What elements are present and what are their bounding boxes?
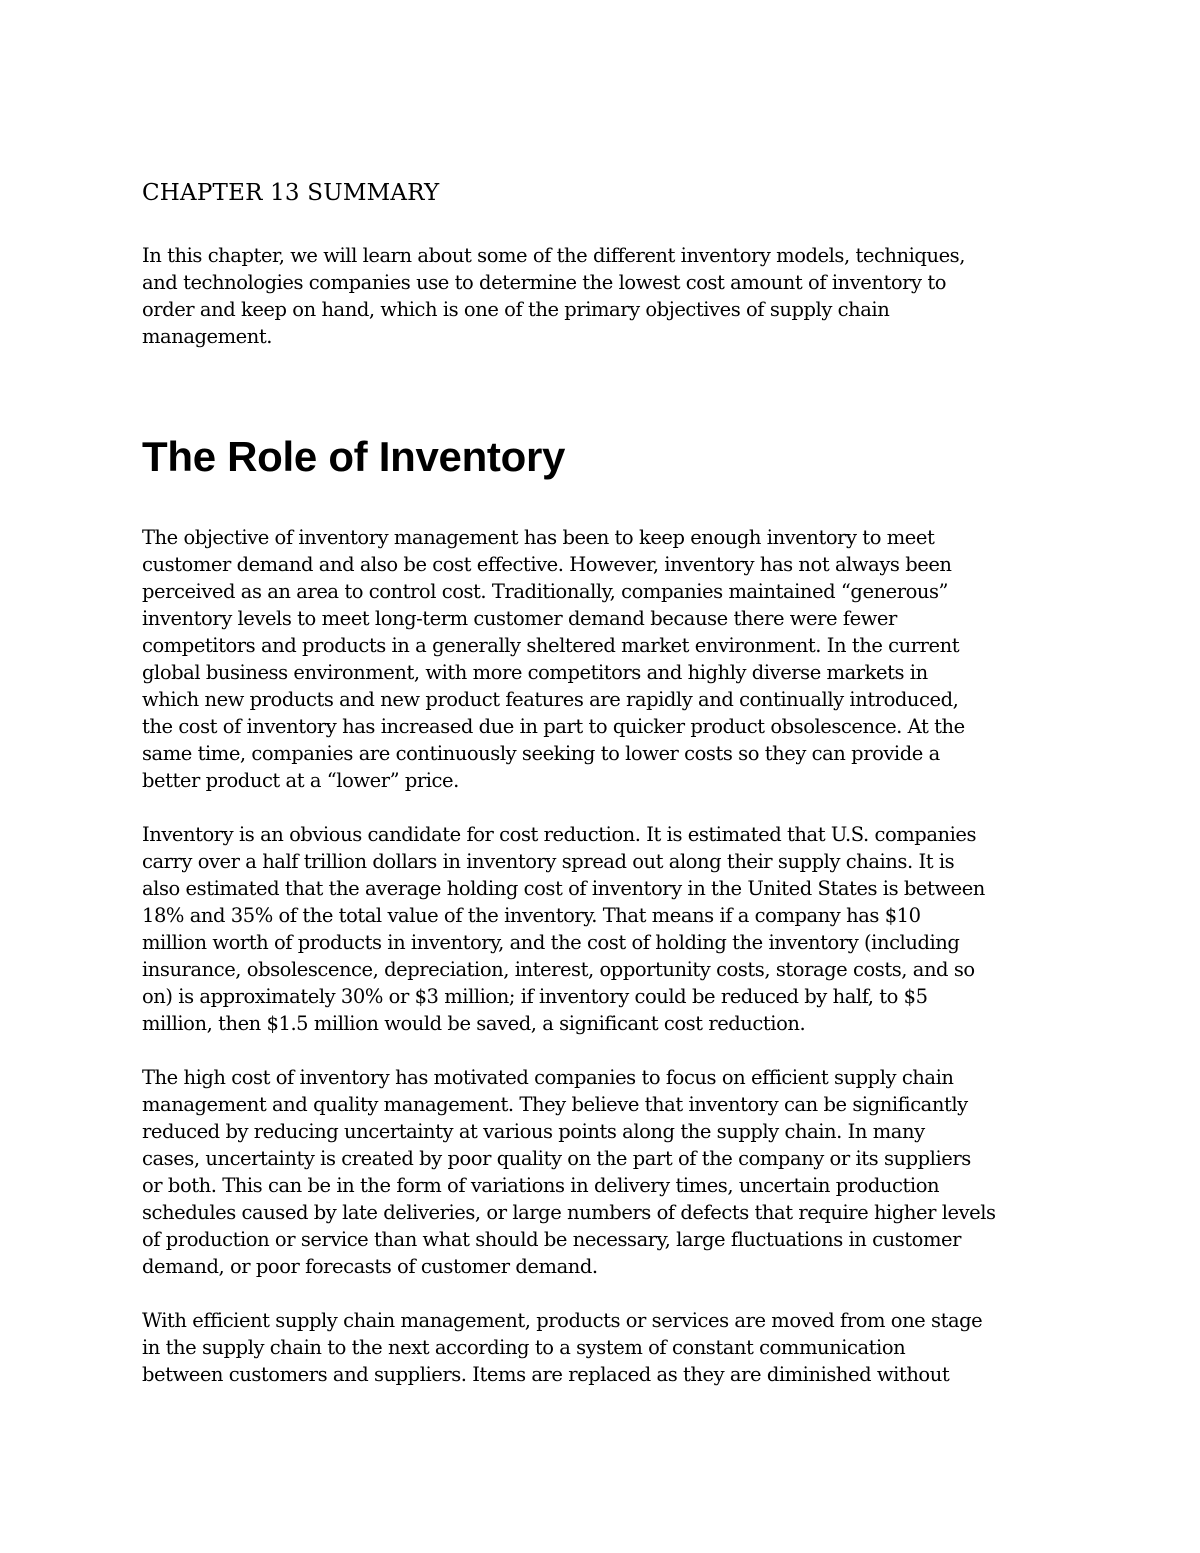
paragraph-line: million worth of products in inventory, and the cost of holding the inventory (including: [142, 931, 960, 954]
intro-line: In this chapter, we will learn about some of the different inventory models, techniques,: [142, 244, 965, 267]
paragraph-line: insurance, obsolescence, depreciation, interest, opportunity costs, storage costs, and so: [142, 958, 975, 981]
paragraph-line: competitors and products in a generally sheltered market environment. In the current: [142, 634, 960, 657]
paragraph-line: management and quality management. They believe that inventory can be significantly: [142, 1093, 968, 1116]
body-paragraph-3: [142, 1064, 1072, 1280]
paragraph-line: 18% and 35% of the total value of the inventory. That means if a company has $10: [142, 904, 921, 927]
intro-paragraph: [142, 242, 1072, 350]
intro-line: and technologies companies use to determine the lowest cost amount of inventory to: [142, 271, 947, 294]
paragraph-line: or both. This can be in the form of variations in delivery times, uncertain production: [142, 1174, 940, 1197]
paragraph-line: Inventory is an obvious candidate for cost reduction. It is estimated that U.S. companies: [142, 823, 977, 846]
paragraph-line: in the supply chain to the next according to a system of constant communication: [142, 1336, 906, 1359]
paragraph-line: which new products and new product features are rapidly and continually introduced,: [142, 688, 959, 711]
document-content: [142, 176, 1072, 1415]
section-heading: The Role of Inventory: [142, 433, 566, 480]
paragraph-line: inventory levels to meet long-term customer demand because there were fewer: [142, 607, 897, 630]
paragraph-line: between customers and suppliers. Items are replaced as they are diminished without: [142, 1363, 950, 1386]
paragraph-line: demand, or poor forecasts of customer demand.: [142, 1255, 598, 1278]
paragraph-line: on) is approximately 30% or $3 million; if inventory could be reduced by half, to $5: [142, 985, 928, 1008]
paragraph-line: million, then $1.5 million would be saved, a significant cost reduction.: [142, 1012, 806, 1035]
paragraph-line: better product at a “lower” price.: [142, 769, 459, 792]
intro-line: management.: [142, 325, 272, 348]
paragraph-line: carry over a half trillion dollars in inventory spread out along their supply chains. It is: [142, 850, 955, 873]
paragraph-line: reduced by reducing uncertainty at various points along the supply chain. In many: [142, 1120, 925, 1143]
paragraph-line: customer demand and also be cost effective. However, inventory has not always been: [142, 553, 952, 576]
paragraph-line: of production or service than what should be necessary, large fluctuations in customer: [142, 1228, 961, 1251]
body-paragraph-2: [142, 821, 1072, 1037]
paragraph-line: cases, uncertainty is created by poor quality on the part of the company or its suppliers: [142, 1147, 971, 1170]
paragraph-line: perceived as an area to control cost. Traditionally, companies maintained “generous”: [142, 580, 949, 603]
body-paragraph-1: [142, 524, 1072, 794]
paragraph-line: schedules caused by late deliveries, or large numbers of defects that require higher levels: [142, 1201, 996, 1224]
paragraph-line: global business environment, with more competitors and highly diverse markets in: [142, 661, 928, 684]
chapter-title: CHAPTER 13 SUMMARY: [142, 180, 440, 206]
paragraph-line: The objective of inventory management has been to keep enough inventory to meet: [142, 526, 935, 549]
paragraph-line: also estimated that the average holding cost of inventory in the United States is between: [142, 877, 985, 900]
paragraph-line: With efficient supply chain management, products or services are moved from one stage: [142, 1309, 983, 1332]
body-paragraph-4: [142, 1307, 1072, 1388]
intro-line: order and keep on hand, which is one of the primary objectives of supply chain: [142, 298, 890, 321]
paragraph-line: same time, companies are continuously seeking to lower costs so they can provide a: [142, 742, 940, 765]
paragraph-line: the cost of inventory has increased due in part to quicker product obsolescence. At the: [142, 715, 965, 738]
paragraph-line: The high cost of inventory has motivated companies to focus on efficient supply chain: [142, 1066, 954, 1089]
